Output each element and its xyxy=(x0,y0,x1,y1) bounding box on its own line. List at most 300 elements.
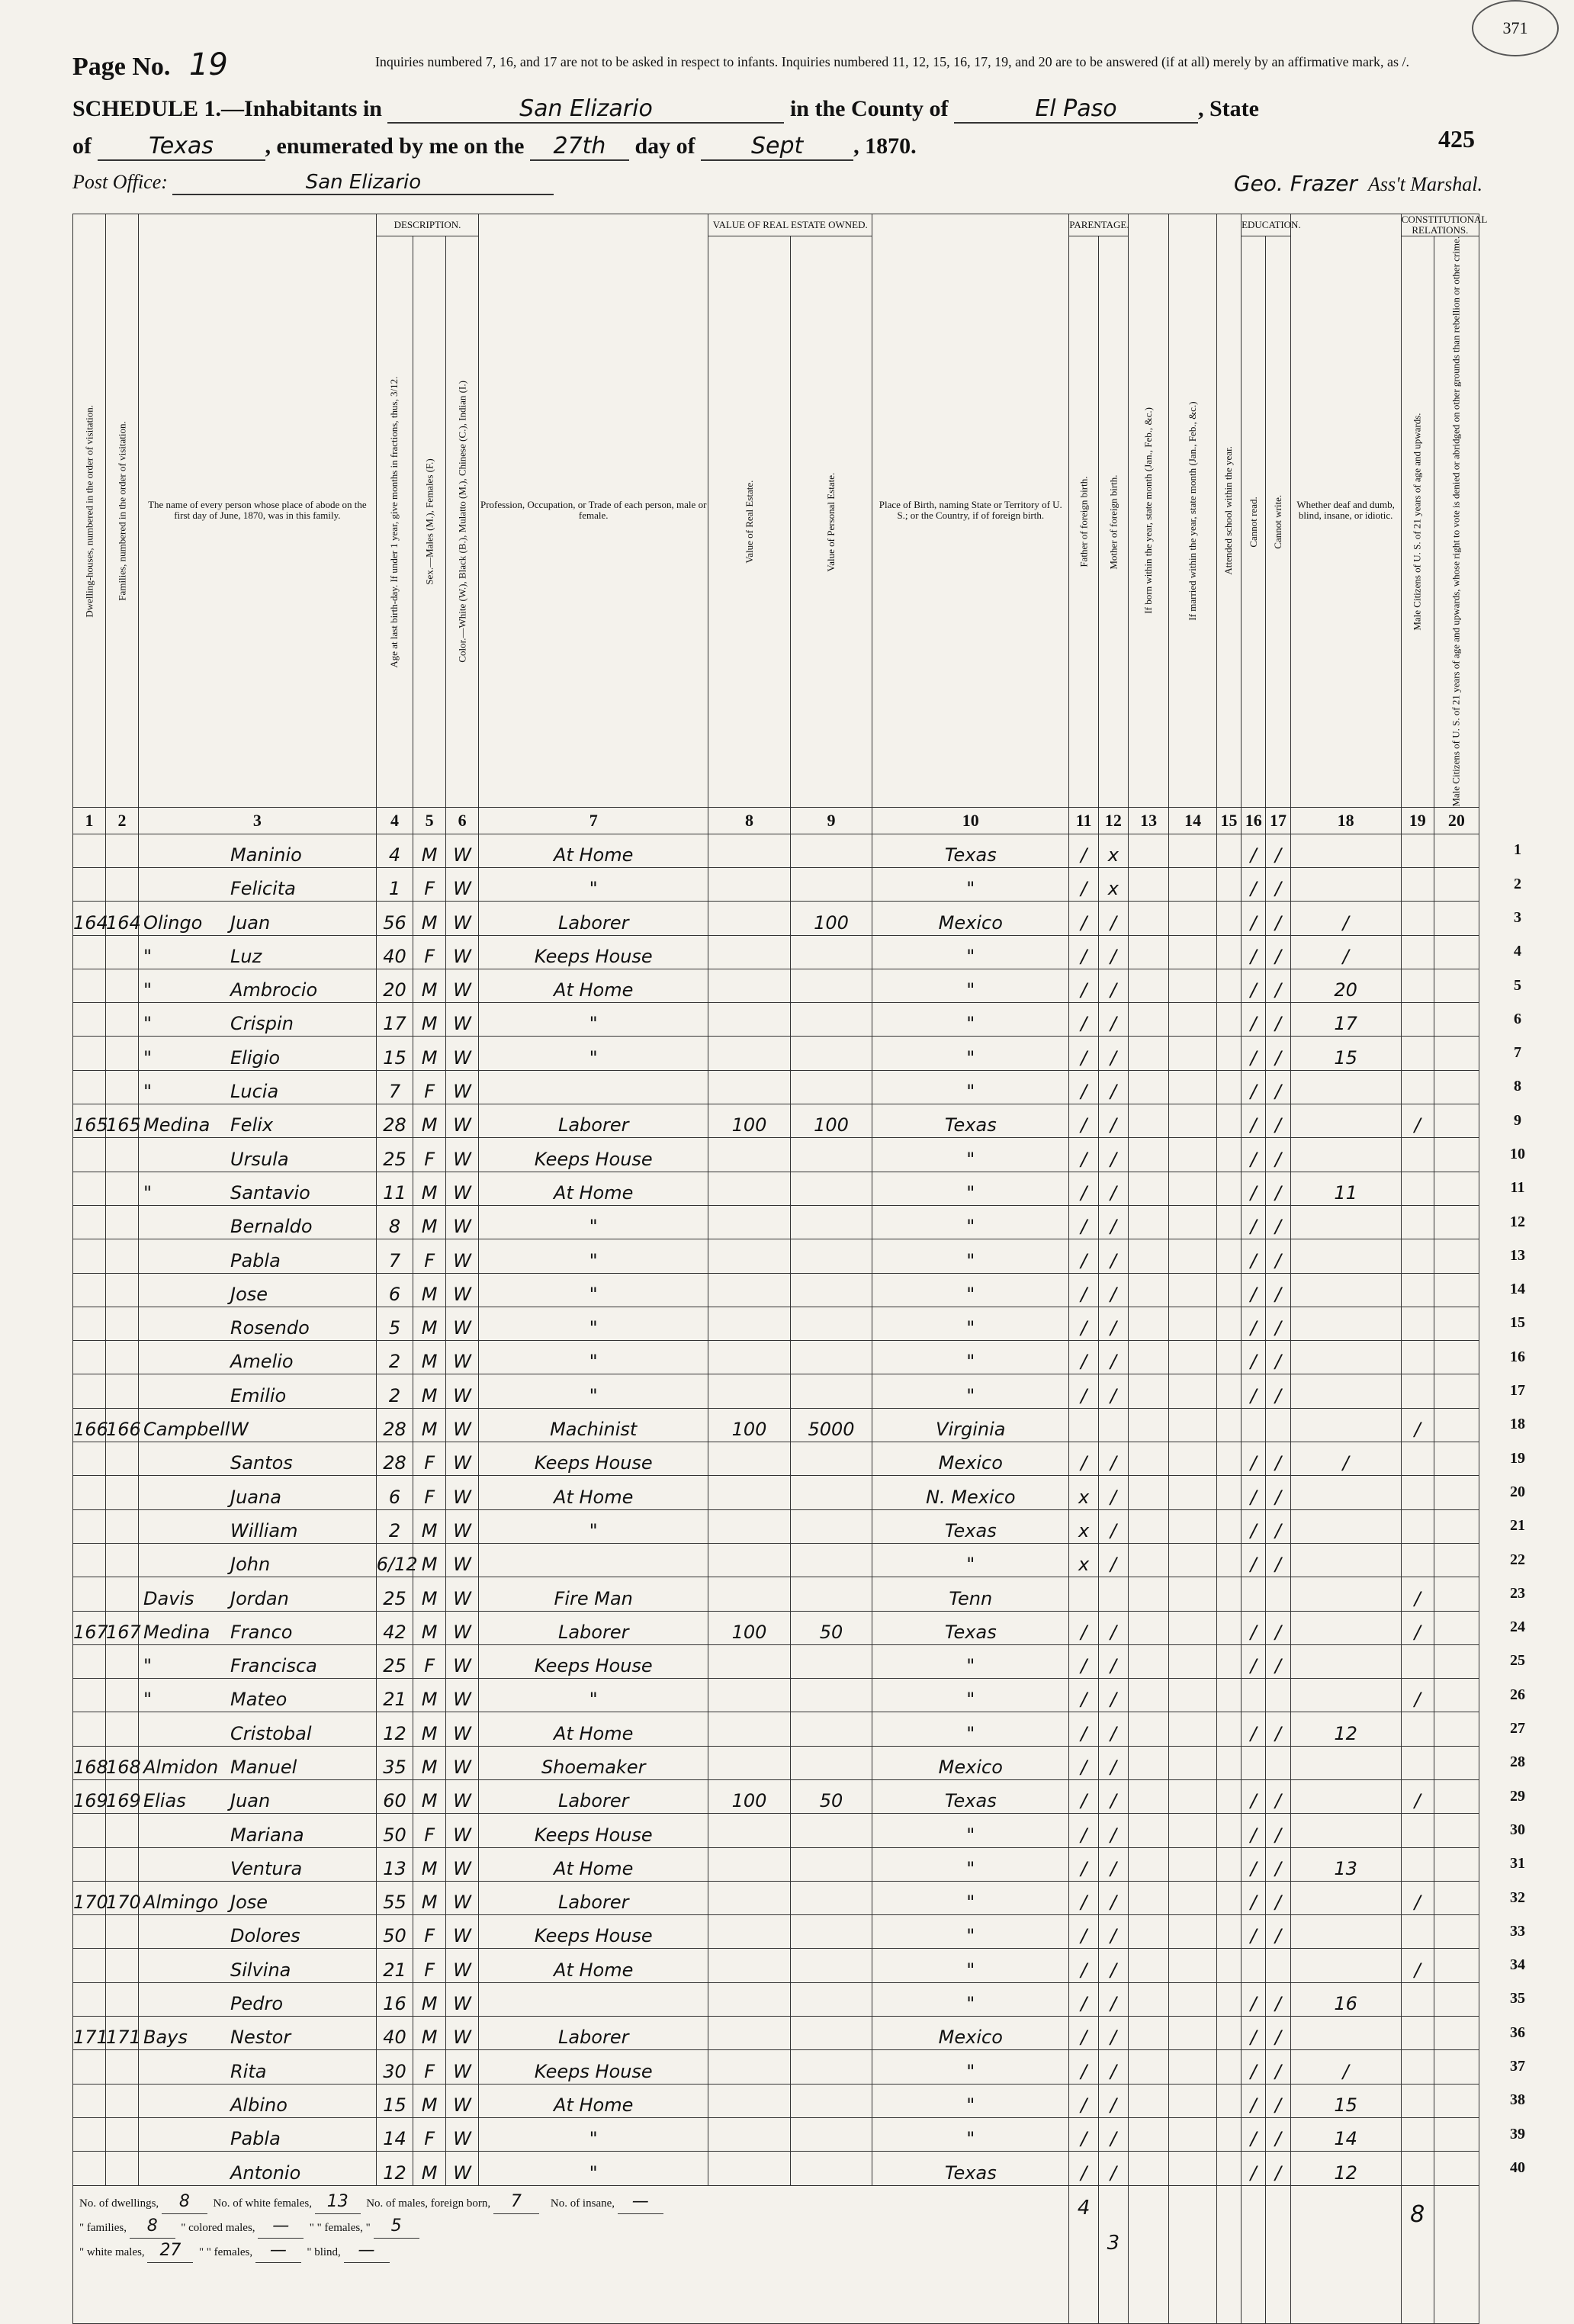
column-number: 6 xyxy=(446,807,479,834)
age-cell: 7 xyxy=(376,1070,413,1104)
person-name xyxy=(139,1205,377,1239)
birthplace-cell: " xyxy=(872,1814,1069,1847)
mother-foreign-cell: / xyxy=(1099,1543,1129,1577)
attended-school-cell xyxy=(1216,1814,1241,1847)
male-citizen-cell xyxy=(1401,1746,1434,1779)
attended-school-cell xyxy=(1216,1915,1241,1949)
married-within-year-cell xyxy=(1169,1881,1216,1914)
table-row xyxy=(73,834,1479,867)
age-cell: 2 xyxy=(376,1509,413,1543)
birthplace-cell: " xyxy=(872,1847,1069,1881)
line-number: 17 xyxy=(1510,1382,1525,1400)
given-name: Pabla xyxy=(230,2128,281,2150)
male-citizen-cell xyxy=(1401,2084,1434,2117)
surname: Olingo xyxy=(143,911,203,934)
male-citizen-cell xyxy=(1401,1644,1434,1678)
occupation-cell xyxy=(479,1982,708,2016)
real-estate-cell xyxy=(708,1476,791,1509)
real-estate-cell xyxy=(708,1644,791,1678)
census-table xyxy=(72,214,1488,2324)
married-within-year-cell xyxy=(1169,1104,1216,1138)
personal-estate-cell xyxy=(790,1037,872,1070)
white-males-count: 27 xyxy=(147,2239,193,2263)
colored-females-label: " " females, xyxy=(198,2245,253,2258)
vote-denied-cell xyxy=(1434,1037,1479,1070)
born-within-year-cell xyxy=(1128,1205,1169,1239)
sex-cell: M xyxy=(413,1746,446,1779)
table-row xyxy=(73,1003,1479,1037)
dwelling-number: 171 xyxy=(73,2017,106,2050)
enumeration-line xyxy=(72,133,1490,161)
person-name xyxy=(139,1104,377,1138)
attended-school-cell xyxy=(1216,867,1241,901)
family-number: 169 xyxy=(106,1779,139,1813)
table-row xyxy=(73,1070,1479,1104)
cannot-write-cell: / xyxy=(1266,1543,1290,1577)
born-within-year-cell xyxy=(1128,902,1169,935)
color-cell: W xyxy=(446,935,479,969)
column-number: 5 xyxy=(413,807,446,834)
c19-total: 8 xyxy=(1401,2185,1434,2323)
personal-estate-cell xyxy=(790,1172,872,1205)
family-number: 168 xyxy=(106,1746,139,1779)
dwelling-number xyxy=(73,2117,106,2151)
born-within-year-cell xyxy=(1128,2084,1169,2117)
real-estate-cell xyxy=(708,1273,791,1307)
line-number: 34 xyxy=(1510,1956,1525,1974)
person-name xyxy=(139,2117,377,2151)
person-name xyxy=(139,1476,377,1509)
father-foreign-cell: / xyxy=(1069,1915,1099,1949)
foreign-males-label: No. of males, foreign born, xyxy=(366,2197,491,2210)
birthplace-cell: " xyxy=(872,935,1069,969)
personal-estate-cell xyxy=(790,2152,872,2185)
dwelling-number: 166 xyxy=(73,1408,106,1442)
birthplace-cell: Mexico xyxy=(872,902,1069,935)
cannot-write-cell xyxy=(1266,1949,1290,1982)
table-row xyxy=(73,1341,1479,1374)
person-name xyxy=(139,1543,377,1577)
occupation-cell: Keeps House xyxy=(479,1644,708,1678)
personal-estate-cell xyxy=(790,2017,872,2050)
born-within-year-cell xyxy=(1128,2050,1169,2084)
table-row xyxy=(73,1746,1479,1779)
vote-denied-cell xyxy=(1434,1644,1479,1678)
mother-foreign-cell: / xyxy=(1099,1746,1129,1779)
family-number xyxy=(106,1239,139,1273)
born-within-year-cell xyxy=(1128,1442,1169,1476)
sex-cell: F xyxy=(413,1814,446,1847)
col-4-header: Age at last birth-day. If under 1 year, give months in fractions, thus, 3/12. xyxy=(376,236,413,808)
male-citizen-cell xyxy=(1401,1273,1434,1307)
age-cell: 14 xyxy=(376,2117,413,2151)
line-number: 10 xyxy=(1510,1145,1525,1162)
mother-foreign-cell: / xyxy=(1099,1476,1129,1509)
male-citizen-cell: / xyxy=(1401,1577,1434,1611)
given-name: Rosendo xyxy=(230,1317,310,1339)
male-citizen-cell xyxy=(1401,2017,1434,2050)
born-within-year-cell xyxy=(1128,969,1169,1002)
occupation-cell: Keeps House xyxy=(479,1138,708,1172)
vote-denied-cell xyxy=(1434,1341,1479,1374)
column-number: 7 xyxy=(479,807,708,834)
real-estate-cell xyxy=(708,1172,791,1205)
real-estate-cell xyxy=(708,1307,791,1340)
disability-cell xyxy=(1290,1509,1401,1543)
given-name: Juana xyxy=(230,1486,281,1508)
given-name: Santavio xyxy=(230,1181,310,1204)
married-within-year-cell xyxy=(1169,1239,1216,1273)
column-number-row xyxy=(73,807,1479,834)
families-count: 8 xyxy=(130,2215,175,2239)
table-row xyxy=(73,1712,1479,1746)
given-name: Juan xyxy=(230,911,271,934)
born-within-year-cell xyxy=(1128,1239,1169,1273)
married-within-year-cell xyxy=(1169,1273,1216,1307)
line-number: 23 xyxy=(1510,1584,1525,1602)
cannot-read-cell: / xyxy=(1242,1982,1266,2016)
real-estate-group-header: VALUE OF REAL ESTATE OWNED. xyxy=(708,214,872,236)
family-number xyxy=(106,1814,139,1847)
cannot-read-cell: / xyxy=(1242,1205,1266,1239)
married-within-year-cell xyxy=(1169,2017,1216,2050)
col-20-header: Male Citizens of U. S. of 21 years of age and upwards, whose right to vote is denied or abridged on other grounds than rebellion or other crime. xyxy=(1434,236,1479,808)
surname: Bays xyxy=(143,2027,188,2049)
family-number xyxy=(106,1577,139,1611)
married-within-year-cell xyxy=(1169,1476,1216,1509)
given-name: Santos xyxy=(230,1452,293,1474)
person-name xyxy=(139,1341,377,1374)
disability-cell xyxy=(1290,1070,1401,1104)
married-within-year-cell xyxy=(1169,1374,1216,1408)
sex-cell: F xyxy=(413,1915,446,1949)
sex-cell: F xyxy=(413,1476,446,1509)
cannot-read-cell: / xyxy=(1242,867,1266,901)
disability-cell xyxy=(1290,1679,1401,1712)
disability-cell xyxy=(1290,1408,1401,1442)
father-foreign-cell: x xyxy=(1069,1543,1099,1577)
sex-cell: F xyxy=(413,2117,446,2151)
male-citizen-cell: / xyxy=(1401,1104,1434,1138)
vote-denied-cell xyxy=(1434,1915,1479,1949)
disability-cell xyxy=(1290,1746,1401,1779)
born-within-year-cell xyxy=(1128,1307,1169,1340)
totals-row xyxy=(73,2185,1479,2323)
color-cell: W xyxy=(446,2017,479,2050)
table-row xyxy=(73,1273,1479,1307)
sex-cell: M xyxy=(413,2017,446,2050)
cannot-read-cell: / xyxy=(1242,1509,1266,1543)
male-citizen-cell xyxy=(1401,1476,1434,1509)
person-name xyxy=(139,1172,377,1205)
mother-foreign-cell: / xyxy=(1099,1509,1129,1543)
sheet-number: 425 xyxy=(1438,125,1475,153)
occupation-cell: " xyxy=(479,1273,708,1307)
of-label: of xyxy=(72,133,92,159)
personal-estate-cell xyxy=(790,2117,872,2151)
state-label: , State xyxy=(1198,96,1259,121)
surname: " xyxy=(143,1081,153,1103)
disability-cell xyxy=(1290,867,1401,901)
disability-cell: / xyxy=(1290,1442,1401,1476)
family-number: 171 xyxy=(106,2017,139,2050)
line-number: 33 xyxy=(1510,1922,1525,1940)
father-foreign-cell: / xyxy=(1069,1239,1099,1273)
person-name xyxy=(139,2084,377,2117)
real-estate-cell xyxy=(708,1577,791,1611)
married-within-year-cell xyxy=(1169,1341,1216,1374)
cannot-write-cell: / xyxy=(1266,1814,1290,1847)
person-name xyxy=(139,1644,377,1678)
married-within-year-cell xyxy=(1169,1172,1216,1205)
age-cell: 12 xyxy=(376,1712,413,1746)
personal-estate-cell xyxy=(790,935,872,969)
attended-school-cell xyxy=(1216,1611,1241,1644)
mother-foreign-cell: / xyxy=(1099,1307,1129,1340)
given-name: Jose xyxy=(230,1892,268,1914)
male-citizen-cell xyxy=(1401,1712,1434,1746)
birthplace-cell: " xyxy=(872,969,1069,1002)
c16-total xyxy=(1242,2185,1266,2323)
sex-cell: M xyxy=(413,1611,446,1644)
person-name xyxy=(139,1070,377,1104)
married-within-year-cell xyxy=(1169,1037,1216,1070)
birthplace-cell: Mexico xyxy=(872,2017,1069,2050)
birthplace-cell: " xyxy=(872,1915,1069,1949)
line-number: 13 xyxy=(1510,1246,1525,1264)
schedule-line xyxy=(72,95,1490,124)
married-within-year-cell xyxy=(1169,1644,1216,1678)
birthplace-cell: Mexico xyxy=(872,1746,1069,1779)
person-name xyxy=(139,1408,377,1442)
person-name xyxy=(139,2152,377,2185)
vote-denied-cell xyxy=(1434,1509,1479,1543)
cannot-write-cell: / xyxy=(1266,1172,1290,1205)
married-within-year-cell xyxy=(1169,1577,1216,1611)
dwelling-number xyxy=(73,1442,106,1476)
county-label: in the County of xyxy=(789,96,949,121)
cannot-read-cell: / xyxy=(1242,1611,1266,1644)
color-cell: W xyxy=(446,2152,479,2185)
cannot-read-cell: / xyxy=(1242,1881,1266,1914)
sex-cell: M xyxy=(413,1307,446,1340)
foreign-females-count: 5 xyxy=(374,2215,419,2239)
given-name: Juan xyxy=(230,1790,271,1812)
disability-cell xyxy=(1290,1949,1401,1982)
disability-cell: 14 xyxy=(1290,2117,1401,2151)
real-estate-cell xyxy=(708,2050,791,2084)
cannot-read-cell: / xyxy=(1242,1814,1266,1847)
cannot-write-cell: / xyxy=(1266,2152,1290,2185)
line-number: 35 xyxy=(1510,1990,1525,2007)
sex-cell: M xyxy=(413,2084,446,2117)
age-cell: 25 xyxy=(376,1644,413,1678)
occupation-cell: Keeps House xyxy=(479,2050,708,2084)
occupation-cell: Fire Man xyxy=(479,1577,708,1611)
married-within-year-cell xyxy=(1169,1712,1216,1746)
person-name xyxy=(139,1442,377,1476)
dwelling-number: 170 xyxy=(73,1881,106,1914)
father-foreign-cell: / xyxy=(1069,1307,1099,1340)
table-row xyxy=(73,1881,1479,1914)
born-within-year-cell xyxy=(1128,1611,1169,1644)
real-estate-cell xyxy=(708,834,791,867)
dwelling-number xyxy=(73,1205,106,1239)
table-row xyxy=(73,2084,1479,2117)
attended-school-cell xyxy=(1216,1509,1241,1543)
person-name xyxy=(139,867,377,901)
birthplace-cell: " xyxy=(872,1273,1069,1307)
sex-cell: F xyxy=(413,867,446,901)
col-5-header: Sex.—Males (M.), Females (F.) xyxy=(413,236,446,808)
color-cell: W xyxy=(446,1611,479,1644)
cannot-read-cell xyxy=(1242,1408,1266,1442)
c18-total xyxy=(1290,2185,1401,2323)
color-cell: W xyxy=(446,867,479,901)
married-within-year-cell xyxy=(1169,2084,1216,2117)
born-within-year-cell xyxy=(1128,1172,1169,1205)
vote-denied-cell xyxy=(1434,834,1479,867)
family-number xyxy=(106,1982,139,2016)
line-number: 40 xyxy=(1510,2158,1525,2176)
male-citizen-cell xyxy=(1401,1205,1434,1239)
cannot-write-cell: / xyxy=(1266,2050,1290,2084)
personal-estate-cell: 50 xyxy=(790,1611,872,1644)
born-within-year-cell xyxy=(1128,1679,1169,1712)
family-number xyxy=(106,2117,139,2151)
vote-denied-cell xyxy=(1434,1814,1479,1847)
mother-foreign-cell: / xyxy=(1099,2050,1129,2084)
occupation-cell: Laborer xyxy=(479,1881,708,1914)
born-within-year-cell xyxy=(1128,1003,1169,1037)
column-number: 17 xyxy=(1266,807,1290,834)
disability-cell xyxy=(1290,2017,1401,2050)
personal-estate-cell: 50 xyxy=(790,1779,872,1813)
page-label: Page No. xyxy=(72,53,171,81)
cannot-write-cell: / xyxy=(1266,2117,1290,2151)
color-cell: W xyxy=(446,1104,479,1138)
male-citizen-cell xyxy=(1401,902,1434,935)
born-within-year-cell xyxy=(1128,834,1169,867)
personal-estate-cell xyxy=(790,1509,872,1543)
cannot-write-cell: / xyxy=(1266,1644,1290,1678)
mother-foreign-cell xyxy=(1099,1408,1129,1442)
age-cell: 35 xyxy=(376,1746,413,1779)
father-foreign-cell: / xyxy=(1069,1712,1099,1746)
personal-estate-cell xyxy=(790,867,872,901)
personal-estate-cell xyxy=(790,1543,872,1577)
mother-foreign-cell xyxy=(1099,1577,1129,1611)
male-citizen-cell: / xyxy=(1401,1679,1434,1712)
personal-estate-cell xyxy=(790,1712,872,1746)
cannot-write-cell: / xyxy=(1266,1307,1290,1340)
given-name: Manuel xyxy=(230,1756,297,1778)
occupation-cell: Laborer xyxy=(479,1104,708,1138)
line-number: 9 xyxy=(1514,1111,1521,1129)
column-number: 10 xyxy=(872,807,1069,834)
birthplace-cell: " xyxy=(872,1644,1069,1678)
attended-school-cell xyxy=(1216,1138,1241,1172)
born-within-year-cell xyxy=(1128,1814,1169,1847)
married-within-year-cell xyxy=(1169,1509,1216,1543)
married-within-year-cell xyxy=(1169,1205,1216,1239)
married-within-year-cell xyxy=(1169,969,1216,1002)
family-number xyxy=(106,1037,139,1070)
table-row xyxy=(73,935,1479,969)
male-citizen-cell xyxy=(1401,1307,1434,1340)
col-2-header: Families, numbered in the order of visitation. xyxy=(106,214,139,808)
birthplace-cell: " xyxy=(872,1172,1069,1205)
personal-estate-cell xyxy=(790,1070,872,1104)
vote-denied-cell xyxy=(1434,1374,1479,1408)
married-within-year-cell xyxy=(1169,1138,1216,1172)
col-14-header: If married within the year, state month (Jan., Feb., &c.) xyxy=(1169,214,1216,808)
white-females-label: No. of white females, xyxy=(213,2197,312,2210)
disability-cell xyxy=(1290,1205,1401,1239)
age-cell: 50 xyxy=(376,1915,413,1949)
line-number: 12 xyxy=(1510,1213,1525,1230)
column-number: 18 xyxy=(1290,807,1401,834)
personal-estate-cell xyxy=(790,1881,872,1914)
family-number xyxy=(106,1915,139,1949)
married-within-year-cell xyxy=(1169,2152,1216,2185)
male-citizen-cell xyxy=(1401,1847,1434,1881)
born-within-year-cell xyxy=(1128,1070,1169,1104)
cannot-write-cell: / xyxy=(1266,1611,1290,1644)
mother-foreign-cell: / xyxy=(1099,1205,1129,1239)
cannot-write-cell: / xyxy=(1266,1712,1290,1746)
married-within-year-cell xyxy=(1169,834,1216,867)
male-citizen-cell xyxy=(1401,935,1434,969)
father-foreign-cell: / xyxy=(1069,935,1099,969)
father-foreign-cell: / xyxy=(1069,1949,1099,1982)
color-cell: W xyxy=(446,1341,479,1374)
sex-cell: M xyxy=(413,834,446,867)
colored-males-label: " colored males, xyxy=(181,2221,255,2234)
sex-cell: M xyxy=(413,902,446,935)
married-within-year-cell xyxy=(1169,867,1216,901)
birthplace-cell: " xyxy=(872,1341,1069,1374)
line-number: 32 xyxy=(1510,1888,1525,1906)
vote-denied-cell xyxy=(1434,1476,1479,1509)
cannot-read-cell: / xyxy=(1242,1138,1266,1172)
cannot-read-cell: / xyxy=(1242,1307,1266,1340)
personal-estate-cell xyxy=(790,1307,872,1340)
real-estate-cell xyxy=(708,1712,791,1746)
vote-denied-cell xyxy=(1434,1138,1479,1172)
sex-cell: F xyxy=(413,1239,446,1273)
sex-cell: M xyxy=(413,1341,446,1374)
married-within-year-cell xyxy=(1169,1915,1216,1949)
cannot-write-cell: / xyxy=(1266,1374,1290,1408)
father-foreign-cell: / xyxy=(1069,1611,1099,1644)
surname: " xyxy=(143,1013,153,1035)
line-number: 24 xyxy=(1510,1618,1525,1636)
sex-cell: F xyxy=(413,2050,446,2084)
schedule-label: SCHEDULE 1.—Inhabitants in xyxy=(72,96,382,121)
description-group-header: DESCRIPTION. xyxy=(376,214,478,236)
table-row xyxy=(73,2050,1479,2084)
color-cell: W xyxy=(446,1949,479,1982)
disability-cell xyxy=(1290,1881,1401,1914)
col-11-header: Father of foreign birth. xyxy=(1069,236,1099,808)
personal-estate-cell xyxy=(790,1341,872,1374)
male-citizen-cell xyxy=(1401,834,1434,867)
surname: Davis xyxy=(143,1587,194,1609)
surname: " xyxy=(143,945,153,967)
disability-cell xyxy=(1290,1779,1401,1813)
person-name xyxy=(139,1814,377,1847)
